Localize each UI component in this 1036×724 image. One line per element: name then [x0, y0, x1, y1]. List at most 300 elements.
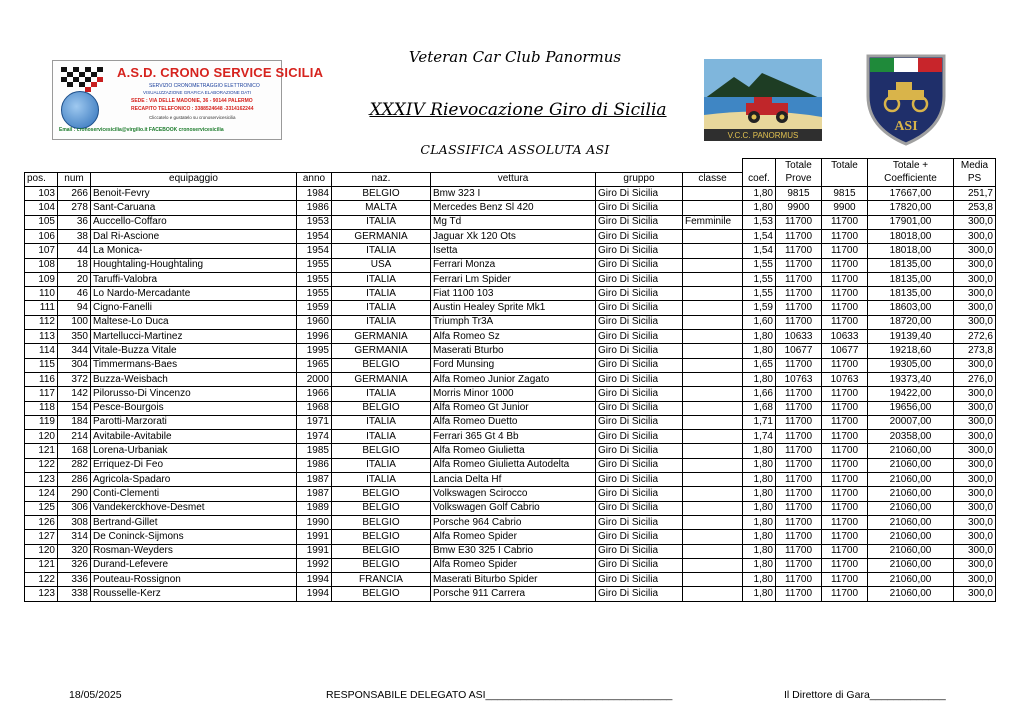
header-row-top	[25, 159, 996, 173]
cell-coef: 1,60	[743, 315, 776, 329]
cell-crew: Buzza-Weisbach	[91, 372, 297, 386]
cell-total: 11700	[822, 515, 868, 529]
col-crew: equipaggio	[91, 172, 297, 186]
cell-group: Giro Di Sicilia	[596, 372, 683, 386]
cell-crew: Timmermans-Baes	[91, 358, 297, 372]
cell-total: 10633	[822, 330, 868, 344]
cell-prove: 11700	[776, 415, 822, 429]
cell-car: Ferrari 365 Gt 4 Bb	[431, 430, 596, 444]
cell-total: 11700	[822, 544, 868, 558]
table-row	[25, 544, 996, 558]
col-num: num	[58, 172, 91, 186]
cell-crew: Maltese-Lo Duca	[91, 315, 297, 329]
cell-pos: 105	[25, 215, 58, 229]
cell-num: 326	[58, 558, 91, 572]
cell-coef: 1,80	[743, 558, 776, 572]
cell-avg: 300,0	[954, 229, 996, 243]
cell-avg: 300,0	[954, 544, 996, 558]
table-row	[25, 487, 996, 501]
cell-num: 20	[58, 272, 91, 286]
cell-total: 11700	[822, 444, 868, 458]
cell-class	[683, 558, 743, 572]
cell-coef: 1,80	[743, 587, 776, 601]
cell-group: Giro Di Sicilia	[596, 201, 683, 215]
vcc-panormus-logo	[704, 59, 822, 141]
cell-nation: ITALIA	[332, 272, 431, 286]
col-class: classe	[683, 172, 743, 186]
sponsor-line1: SERVIZIO CRONOMETRAGGIO ELETTRONICO	[149, 83, 260, 89]
col-total-top: Totale	[822, 159, 868, 173]
cell-total: 9900	[822, 201, 868, 215]
table-row	[25, 201, 996, 215]
cell-group: Giro Di Sicilia	[596, 387, 683, 401]
cell-group: Giro Di Sicilia	[596, 430, 683, 444]
cell-nation: ITALIA	[332, 315, 431, 329]
cell-pos: 107	[25, 244, 58, 258]
cell-car: Volkswagen Scirocco	[431, 487, 596, 501]
cell-total-coef: 21060,00	[868, 530, 954, 544]
cell-prove: 11700	[776, 587, 822, 601]
cell-class	[683, 287, 743, 301]
cell-year: 1959	[297, 301, 332, 315]
cell-prove: 11700	[776, 301, 822, 315]
col-pos: pos.	[25, 172, 58, 186]
cell-class	[683, 229, 743, 243]
cell-nation: BELGIO	[332, 501, 431, 515]
cell-total-coef: 19656,00	[868, 401, 954, 415]
cell-pos: 122	[25, 458, 58, 472]
cell-avg: 300,0	[954, 473, 996, 487]
cell-group: Giro Di Sicilia	[596, 244, 683, 258]
cell-year: 1989	[297, 501, 332, 515]
cell-avg: 300,0	[954, 215, 996, 229]
cell-num: 100	[58, 315, 91, 329]
cell-group: Giro Di Sicilia	[596, 487, 683, 501]
cell-pos: 121	[25, 444, 58, 458]
cell-nation: BELGIO	[332, 558, 431, 572]
cell-group: Giro Di Sicilia	[596, 330, 683, 344]
cell-total-coef: 18018,00	[868, 229, 954, 243]
cell-total-coef: 18135,00	[868, 287, 954, 301]
cell-prove: 11700	[776, 401, 822, 415]
cell-total-coef: 19139,40	[868, 330, 954, 344]
cell-num: 286	[58, 473, 91, 487]
cell-avg: 300,0	[954, 515, 996, 529]
cell-nation: ITALIA	[332, 244, 431, 258]
cell-group: Giro Di Sicilia	[596, 415, 683, 429]
col-total-prove-top: Totale	[776, 159, 822, 173]
cell-pos: 112	[25, 315, 58, 329]
cell-car: Alfa Romeo Junior Zagato	[431, 372, 596, 386]
cell-coef: 1,80	[743, 530, 776, 544]
cell-avg: 276,0	[954, 372, 996, 386]
cell-prove: 10633	[776, 330, 822, 344]
cell-num: 314	[58, 530, 91, 544]
cell-total: 11700	[822, 530, 868, 544]
cell-crew: Erriquez-Di Feo	[91, 458, 297, 472]
cell-year: 1986	[297, 201, 332, 215]
cell-group: Giro Di Sicilia	[596, 587, 683, 601]
cell-year: 1955	[297, 287, 332, 301]
cell-nation: BELGIO	[332, 530, 431, 544]
cell-total-coef: 21060,00	[868, 501, 954, 515]
cell-car: Alfa Romeo Sz	[431, 330, 596, 344]
cell-total-coef: 21060,00	[868, 558, 954, 572]
cell-class	[683, 458, 743, 472]
cell-prove: 11700	[776, 501, 822, 515]
cell-class	[683, 430, 743, 444]
cell-group: Giro Di Sicilia	[596, 444, 683, 458]
footer-director: Il Direttore di Gara_____________	[784, 689, 946, 701]
cell-pos: 125	[25, 501, 58, 515]
cell-num: 18	[58, 258, 91, 272]
cell-car: Mg Td	[431, 215, 596, 229]
cell-total-coef: 21060,00	[868, 587, 954, 601]
results-body	[25, 187, 996, 602]
cell-crew: Dal Ri-Ascione	[91, 229, 297, 243]
cell-prove: 11700	[776, 515, 822, 529]
cell-total: 11700	[822, 430, 868, 444]
cell-car: Ford Munsing	[431, 358, 596, 372]
cell-year: 1953	[297, 215, 332, 229]
cell-year: 1986	[297, 458, 332, 472]
cell-total-coef: 19373,40	[868, 372, 954, 386]
cell-group: Giro Di Sicilia	[596, 573, 683, 587]
cell-class	[683, 473, 743, 487]
cell-class	[683, 358, 743, 372]
cell-total: 11700	[822, 558, 868, 572]
cell-pos: 118	[25, 401, 58, 415]
table-row	[25, 229, 996, 243]
cell-crew: Agricola-Spadaro	[91, 473, 297, 487]
cell-total: 10763	[822, 372, 868, 386]
cell-group: Giro Di Sicilia	[596, 544, 683, 558]
cell-coef: 1,80	[743, 330, 776, 344]
cell-prove: 11700	[776, 358, 822, 372]
cell-crew: Auccello-Coffaro	[91, 215, 297, 229]
cell-crew: Rousselle-Kerz	[91, 587, 297, 601]
cell-avg: 300,0	[954, 501, 996, 515]
table-row	[25, 330, 996, 344]
sponsor-line2: VISUALIZZAZIONE GRAFICA ELABORAZIONE DATI	[143, 90, 251, 95]
cell-crew: Taruffi-Valobra	[91, 272, 297, 286]
cell-car: Ferrari Lm Spider	[431, 272, 596, 286]
cell-class	[683, 272, 743, 286]
cell-avg: 251,7	[954, 187, 996, 201]
cell-class	[683, 372, 743, 386]
cell-class	[683, 344, 743, 358]
cell-car: Jaguar Xk 120 Ots	[431, 229, 596, 243]
cell-year: 1995	[297, 344, 332, 358]
cell-pos: 103	[25, 187, 58, 201]
cell-coef: 1,80	[743, 187, 776, 201]
cell-total: 11700	[822, 315, 868, 329]
cell-car: Fiat 1100 103	[431, 287, 596, 301]
cell-total: 11700	[822, 587, 868, 601]
cell-class	[683, 515, 743, 529]
table-row	[25, 344, 996, 358]
cell-pos: 110	[25, 287, 58, 301]
cell-nation: BELGIO	[332, 444, 431, 458]
cell-num: 344	[58, 344, 91, 358]
cell-group: Giro Di Sicilia	[596, 258, 683, 272]
cell-avg: 300,0	[954, 258, 996, 272]
cell-class	[683, 244, 743, 258]
cell-total-coef: 21060,00	[868, 544, 954, 558]
cell-total-coef: 18135,00	[868, 272, 954, 286]
cell-class: Femminile	[683, 215, 743, 229]
table-row	[25, 401, 996, 415]
cell-class	[683, 258, 743, 272]
vcc-caption: V.C.C. PANORMUS	[727, 131, 799, 140]
cell-coef: 1,55	[743, 258, 776, 272]
cell-coef: 1,59	[743, 301, 776, 315]
cell-crew: Rosman-Weyders	[91, 544, 297, 558]
cell-year: 1955	[297, 258, 332, 272]
table-row	[25, 315, 996, 329]
cell-car: Lancia Delta Hf	[431, 473, 596, 487]
table-row	[25, 387, 996, 401]
cell-nation: ITALIA	[332, 287, 431, 301]
cell-nation: GERMANIA	[332, 330, 431, 344]
cell-year: 1955	[297, 272, 332, 286]
cell-prove: 11700	[776, 287, 822, 301]
cell-num: 308	[58, 515, 91, 529]
cell-total: 11700	[822, 215, 868, 229]
cell-crew: Vandekerckhove-Desmet	[91, 501, 297, 515]
cell-pos: 122	[25, 573, 58, 587]
cell-crew: Sant-Caruana	[91, 201, 297, 215]
cell-year: 1991	[297, 530, 332, 544]
cell-num: 320	[58, 544, 91, 558]
cell-avg: 300,0	[954, 401, 996, 415]
cell-group: Giro Di Sicilia	[596, 187, 683, 201]
cell-prove: 9815	[776, 187, 822, 201]
cell-nation: BELGIO	[332, 187, 431, 201]
col-total-coef-top: Totale +	[868, 159, 954, 173]
cell-year: 1968	[297, 401, 332, 415]
cell-pos: 116	[25, 372, 58, 386]
cell-coef: 1,68	[743, 401, 776, 415]
cell-year: 1994	[297, 587, 332, 601]
cell-avg: 300,0	[954, 415, 996, 429]
cell-total: 11700	[822, 415, 868, 429]
event-title: XXXIV Rievocazione Giro di Sicilia	[369, 100, 667, 120]
cell-avg: 300,0	[954, 487, 996, 501]
classification-title: CLASSIFICA ASSOLUTA ASI	[420, 142, 610, 157]
cell-avg: 300,0	[954, 272, 996, 286]
cell-group: Giro Di Sicilia	[596, 530, 683, 544]
cell-num: 338	[58, 587, 91, 601]
cell-num: 306	[58, 501, 91, 515]
asi-caption: ASI	[894, 119, 918, 134]
col-avg-bottom: PS	[954, 172, 996, 186]
cell-year: 1966	[297, 387, 332, 401]
cell-total-coef: 17820,00	[868, 201, 954, 215]
table-row	[25, 372, 996, 386]
cell-pos: 117	[25, 387, 58, 401]
cell-coef: 1,80	[743, 473, 776, 487]
cell-avg: 300,0	[954, 358, 996, 372]
cell-car: Triumph Tr3A	[431, 315, 596, 329]
results-table	[24, 158, 996, 602]
table-row	[25, 573, 996, 587]
cell-avg: 300,0	[954, 244, 996, 258]
cell-nation: GERMANIA	[332, 344, 431, 358]
cell-prove: 11700	[776, 458, 822, 472]
col-nation: naz.	[332, 172, 431, 186]
cell-group: Giro Di Sicilia	[596, 515, 683, 529]
cell-coef: 1,74	[743, 430, 776, 444]
cell-crew: Avitabile-Avitabile	[91, 430, 297, 444]
cell-total: 11700	[822, 458, 868, 472]
cell-num: 44	[58, 244, 91, 258]
cell-pos: 121	[25, 558, 58, 572]
cell-car: Maserati Bturbo	[431, 344, 596, 358]
cell-group: Giro Di Sicilia	[596, 301, 683, 315]
cell-num: 266	[58, 187, 91, 201]
cell-crew: Bertrand-Gillet	[91, 515, 297, 529]
cell-prove: 11700	[776, 387, 822, 401]
cell-num: 36	[58, 215, 91, 229]
col-total-coef-bottom: Coefficiente	[868, 172, 954, 186]
cell-car: Ferrari Monza	[431, 258, 596, 272]
cell-pos: 119	[25, 415, 58, 429]
cell-year: 1991	[297, 544, 332, 558]
cell-pos: 104	[25, 201, 58, 215]
cell-pos: 108	[25, 258, 58, 272]
cell-prove: 11700	[776, 244, 822, 258]
cell-car: Bmw 323 I	[431, 187, 596, 201]
cell-pos: 123	[25, 473, 58, 487]
cell-num: 142	[58, 387, 91, 401]
cell-year: 1987	[297, 473, 332, 487]
cell-coef: 1,54	[743, 244, 776, 258]
cell-num: 94	[58, 301, 91, 315]
cell-avg: 300,0	[954, 530, 996, 544]
cell-nation: BELGIO	[332, 358, 431, 372]
table-row	[25, 272, 996, 286]
cell-coef: 1,65	[743, 358, 776, 372]
cell-total-coef: 20358,00	[868, 430, 954, 444]
cell-car: Porsche 964 Cabrio	[431, 515, 596, 529]
cell-num: 290	[58, 487, 91, 501]
table-row	[25, 187, 996, 201]
cell-group: Giro Di Sicilia	[596, 473, 683, 487]
cell-year: 1960	[297, 315, 332, 329]
cell-prove: 9900	[776, 201, 822, 215]
cell-nation: BELGIO	[332, 587, 431, 601]
sponsor-email: Email : cronoservicesicilia@virgilio.it FACEBOOK cronoservicesicilia	[59, 127, 224, 133]
cell-car: Volkswagen Golf Cabrio	[431, 501, 596, 515]
cell-nation: BELGIO	[332, 544, 431, 558]
cell-prove: 11700	[776, 558, 822, 572]
cell-class	[683, 315, 743, 329]
header-row	[25, 172, 996, 186]
cell-car: Alfa Romeo Gt Junior	[431, 401, 596, 415]
cell-coef: 1,55	[743, 272, 776, 286]
col-total-prove-bottom: Prove	[776, 172, 822, 186]
cell-class	[683, 401, 743, 415]
cell-crew: Pesce-Bourgois	[91, 401, 297, 415]
cell-pos: 120	[25, 430, 58, 444]
cell-prove: 10677	[776, 344, 822, 358]
cell-nation: ITALIA	[332, 430, 431, 444]
cell-class	[683, 587, 743, 601]
cell-pos: 126	[25, 515, 58, 529]
cell-prove: 10763	[776, 372, 822, 386]
cell-pos: 106	[25, 229, 58, 243]
cell-prove: 11700	[776, 258, 822, 272]
cell-year: 1954	[297, 229, 332, 243]
cell-class	[683, 187, 743, 201]
cell-coef: 1,80	[743, 515, 776, 529]
cell-total-coef: 20007,00	[868, 415, 954, 429]
cell-num: 46	[58, 287, 91, 301]
cell-pos: 115	[25, 358, 58, 372]
table-row	[25, 358, 996, 372]
cell-total-coef: 21060,00	[868, 487, 954, 501]
table-row	[25, 415, 996, 429]
cell-car: Porsche 911 Carrera	[431, 587, 596, 601]
cell-coef: 1,80	[743, 201, 776, 215]
cell-class	[683, 330, 743, 344]
cell-year: 2000	[297, 372, 332, 386]
footer-date: 18/05/2025	[69, 689, 122, 701]
col-coef: coef.	[743, 172, 776, 186]
cell-total-coef: 18603,00	[868, 301, 954, 315]
cell-crew: Pilorusso-Di Vincenzo	[91, 387, 297, 401]
cell-total: 11700	[822, 387, 868, 401]
cell-coef: 1,80	[743, 573, 776, 587]
cell-total: 11700	[822, 301, 868, 315]
sponsor-address: SEDE : VIA DELLE MADONIE, 36 - 90144 PALERMO	[131, 98, 253, 104]
cell-year: 1987	[297, 487, 332, 501]
cell-crew: Lorena-Urbaniak	[91, 444, 297, 458]
cell-car: Alfa Romeo Giulietta Autodelta	[431, 458, 596, 472]
sponsor-site: Cliccatelo e gustatelo su cronoservicesicilia	[149, 115, 236, 120]
cell-crew: Cigno-Fanelli	[91, 301, 297, 315]
cell-nation: GERMANIA	[332, 372, 431, 386]
cell-avg: 273,8	[954, 344, 996, 358]
cell-total-coef: 21060,00	[868, 473, 954, 487]
cell-crew: Parotti-Marzorati	[91, 415, 297, 429]
cell-total-coef: 21060,00	[868, 573, 954, 587]
cell-avg: 253,8	[954, 201, 996, 215]
cell-class	[683, 544, 743, 558]
cell-crew: Lo Nardo-Mercadante	[91, 287, 297, 301]
cell-num: 214	[58, 430, 91, 444]
club-title: Veteran Car Club Panormus	[408, 48, 622, 66]
cell-group: Giro Di Sicilia	[596, 358, 683, 372]
cell-year: 1985	[297, 444, 332, 458]
cell-avg: 300,0	[954, 444, 996, 458]
cell-group: Giro Di Sicilia	[596, 501, 683, 515]
cell-nation: ITALIA	[332, 458, 431, 472]
cell-crew: Durand-Lefevere	[91, 558, 297, 572]
table-row	[25, 444, 996, 458]
cell-class	[683, 501, 743, 515]
cell-total: 11700	[822, 487, 868, 501]
cell-total: 11700	[822, 287, 868, 301]
cell-class	[683, 444, 743, 458]
cell-prove: 11700	[776, 487, 822, 501]
cell-coef: 1,80	[743, 544, 776, 558]
cell-coef: 1,54	[743, 229, 776, 243]
cell-class	[683, 530, 743, 544]
cell-total-coef: 21060,00	[868, 515, 954, 529]
cell-num: 350	[58, 330, 91, 344]
